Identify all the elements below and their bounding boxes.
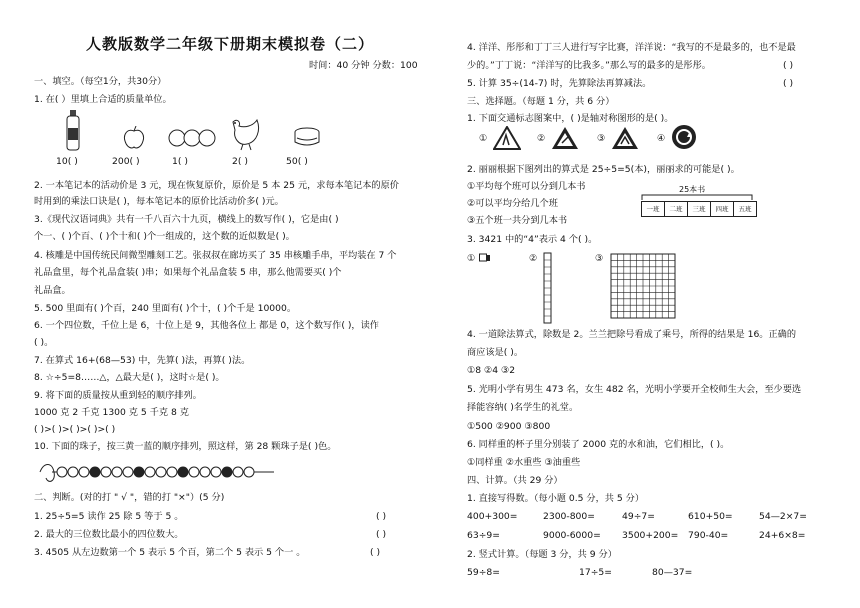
judge-5-mark: ( ) [783, 78, 794, 89]
judge-1-mark: ( ) [376, 511, 387, 522]
q9-order-blanks: ( )>( )>( )>( )>( ) [34, 424, 116, 435]
choice-5-options: ①500 ②900 ③800 [467, 421, 551, 432]
unit-cubes-image [479, 253, 491, 266]
sign-label-4: ④ [657, 133, 666, 144]
q4-line-2: 礼品盒里，每个礼品盒装( )串；如果每个礼品盒装 5 串，那么他需要买( )个 [34, 267, 342, 278]
choice-5-line-2: 择能容纳( )名学生的礼堂。 [467, 402, 579, 413]
choice-4-line-2: 商应该是( )。 [467, 347, 524, 358]
exam-meta: 时间：40 分钟 分数：100 [309, 60, 418, 71]
q1-1: 1. 在( ）里填上合适的质量单位。 [34, 94, 172, 105]
block-label-3: ③ [595, 253, 604, 264]
choice-4-options: ①8 ②4 ③2 [467, 365, 516, 376]
sign-label-3: ③ [597, 133, 606, 144]
block-label-2: ② [529, 253, 538, 264]
sign-3-image [611, 126, 639, 153]
sign-2-image [551, 126, 579, 153]
fill-label-5: 50( ) [286, 156, 308, 167]
fill-label-1: 10( ) [56, 156, 78, 167]
vertical-calc-item: 59÷8= [467, 567, 500, 578]
q10: 10. 下面的珠子，按三黄一蓝的顺序排列，照这样，第 28 颗珠子是( )色。 [34, 441, 337, 452]
choice-3: 3. 3421 中的“4”表示 4 个( )。 [467, 234, 598, 245]
q3-line-2: 个一、( )个百、( )个十和( )个一组成的，这个数的近似数是( )。 [34, 231, 295, 242]
class-cell: 三班 [687, 201, 711, 217]
sign-1-image [493, 126, 521, 153]
calc-item: 2300-800= [543, 511, 595, 522]
section-1-heading: 一、填空。（每空1分，共30分） [34, 76, 167, 87]
flat-image [610, 253, 676, 322]
q9-weights: 1000 克 2 千克 1300 克 5 千克 8 克 [34, 407, 189, 418]
section-2-heading: 二、判断。(对的打 " √ "，错的打 "×"）(5 分) [34, 492, 225, 503]
calc-item: 24+6×8= [759, 530, 806, 541]
cake-image [293, 126, 321, 151]
q2-line-1: 2. 一本笔记本的活动价是 3 元，现在恢复原价，原价是 5 本 25 元，求每本笔记本的原价 [34, 180, 399, 191]
page-title: 人教版数学二年级下册期末模拟卷（二） [86, 35, 375, 53]
q4-line-1: 4. 核雕是中国传统民间微型雕刻工艺。张叔叔在廊坊买了 35 串核雕手串，平均装在 7 个 [34, 250, 397, 261]
judge-5: 5. 计算 35÷(14-7) 时，先算除法再算减法。 [467, 78, 652, 89]
sign-4-image [671, 124, 697, 153]
calc-item: 63÷9= [467, 530, 500, 541]
sign-label-2: ② [537, 133, 546, 144]
q4-line-3: 礼品盒。 [34, 285, 71, 296]
q5: 5. 500 里面有( )个百，240 里面有( )个十，( )个千是 10000。 [34, 303, 297, 314]
fill-label-3: 1( ) [172, 156, 188, 167]
q7: 7. 在算式 16+(68—53) 中，先算( )法，再算( )法。 [34, 355, 251, 366]
rooster-image [227, 116, 263, 155]
vertical-calc-item: 17÷5= [579, 567, 612, 578]
choice-4-line-1: 4. 一道除法算式，除数是 2。兰兰把除号看成了乘号，所得的结果是 16。正确的 [467, 329, 797, 340]
tomatoes-image [168, 126, 216, 151]
judge-4-line-2: 少的。”丁丁说：“洋洋写的比我多。”那么写的最多的是彤彤。 [467, 60, 711, 71]
class-cell: 一班 [641, 201, 665, 217]
bottle-image [66, 110, 80, 155]
section-4-heading: 四、计算。（共 29 分） [467, 475, 563, 486]
choice-6: 6. 同样重的杯子里分别装了 2000 克的水和油，它们相比，( )。 [467, 439, 730, 450]
judge-1: 1. 25÷5=5 读作 25 除 5 等于 5 。 [34, 511, 184, 522]
class-cell: 四班 [710, 201, 734, 217]
q3-line-1: 3.《现代汉语词典》共有一千八百六十九页，横线上的数写作( )，它是由( ) [34, 214, 339, 225]
section-3-heading: 三、选择题。（每题 1 分，共 6 分） [467, 96, 615, 107]
choice-2-option-1: ①平均每个班可以分到几本书 [467, 181, 586, 192]
calc-item: 790-40= [688, 530, 729, 541]
class-cell: 五班 [733, 201, 757, 217]
class-cell: 二班 [664, 201, 688, 217]
calc-1-heading: 1. 直接写得数。（每小题 0.5 分，共 5 分） [467, 493, 645, 504]
q6-line-1: 6. 一个四位数，千位上是 6，十位上是 9，其他各位上 都是 0，这个数写作( )，读作 [34, 320, 379, 331]
q9: 9. 将下面的质量按从重到轻的顺序排列。 [34, 390, 202, 401]
choice-5-line-1: 5. 光明小学有男生 473 名，女生 482 名，光明小学要开全校师生大会，至少要选 [467, 384, 802, 395]
judge-4-line-1: 4. 洋洋、彤彤和丁丁三人进行写字比赛，洋洋说：“我写的不是最多的，也不是最 [467, 42, 796, 53]
choice-2-option-2: ②可以平均分给几个班 [467, 198, 558, 209]
fill-label-4: 2( ) [232, 156, 248, 167]
rod-image [543, 252, 553, 327]
block-label-1: ① [467, 253, 476, 264]
choice-1: 1. 下面交通标志图案中，( )是轴对称图形的是( )。 [467, 113, 674, 124]
fill-label-2: 200( ) [112, 156, 140, 167]
book-count-label: 25本书 [679, 185, 706, 194]
calc-item: 49÷7= [622, 511, 655, 522]
judge-2: 2. 最大的三位数比最小的四位数大。 [34, 529, 184, 540]
classes-row [642, 201, 757, 217]
calc-item: 3500+200= [622, 530, 679, 541]
judge-4-mark: ( ) [783, 60, 794, 71]
choice-2: 2. 丽丽根据下图列出的算式是 25÷5=5(本)，丽丽求的可能是( )。 [467, 164, 740, 175]
judge-2-mark: ( ) [376, 529, 387, 540]
choice-6-options: ①同样重 ②水重些 ③油重些 [467, 457, 581, 468]
q8: 8. ☆÷5=8……△，△最大是( )，这时☆是( )。 [34, 372, 225, 383]
calc-item: 400+300= [467, 511, 518, 522]
vertical-calc-item: 80—37= [652, 567, 693, 578]
q6-line-2: ( )。 [34, 337, 54, 348]
calc-2-heading: 2. 竖式计算。（每题 3 分，共 9 分） [467, 549, 617, 560]
judge-3-mark: ( ) [370, 547, 381, 558]
choice-2-option-3: ③五个班一共分到几本书 [467, 215, 568, 226]
sign-label-1: ① [479, 133, 488, 144]
calc-item: 54—2×7= [759, 511, 807, 522]
apple-image [122, 126, 146, 153]
q2-line-2: 时用到的乘法口诀是( )，每本笔记本的原价比活动价多( )元。 [34, 196, 284, 207]
judge-3: 3. 4505 从左边数第一个 5 表示 5 个百，第二个 5 表示 5 个一 。 [34, 547, 306, 558]
beads-image [38, 458, 278, 491]
calc-item: 9000-6000= [543, 530, 601, 541]
calc-item: 610+50= [688, 511, 733, 522]
